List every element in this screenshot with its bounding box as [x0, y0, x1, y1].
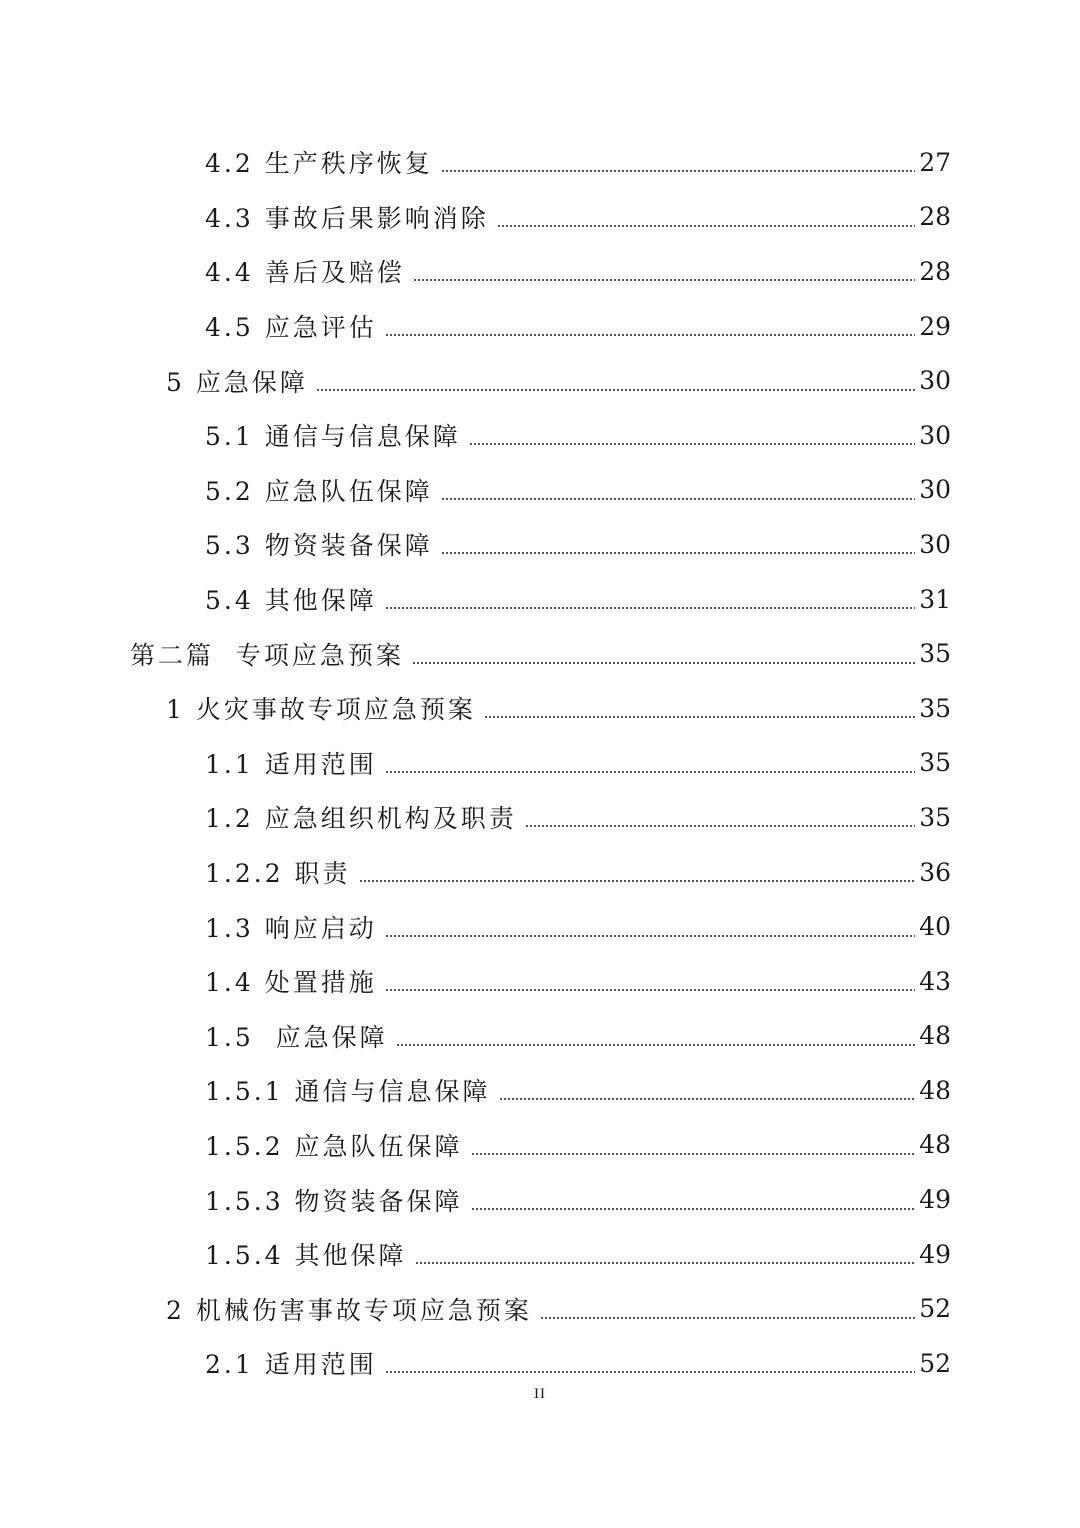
- toc-entry-title: 5.2 应急队伍保障: [205, 476, 433, 506]
- toc-entry-title: 4.5 应急评估: [205, 313, 377, 343]
- toc-dot-leader: [385, 334, 915, 336]
- toc-entry-title: 2.1 适用范围: [205, 1350, 377, 1380]
- toc-entry[interactable]: [0, 572, 1080, 627]
- toc-entry-page: 35: [919, 802, 951, 832]
- toc-entry[interactable]: [0, 899, 1080, 954]
- toc-entry-page: 49: [919, 1239, 951, 1269]
- toc-entry[interactable]: [0, 626, 1080, 681]
- toc-entry[interactable]: [0, 790, 1080, 845]
- toc-entry[interactable]: [0, 1172, 1080, 1227]
- toc-dot-leader: [316, 389, 915, 391]
- toc-entry-page: 28: [919, 256, 951, 286]
- toc-dot-leader: [469, 443, 915, 445]
- toc-entry[interactable]: [0, 1336, 1080, 1391]
- toc-entry-title: 1.4 处置措施: [205, 968, 377, 998]
- toc-dot-leader: [499, 1098, 916, 1100]
- toc-entry-title: 1.5.4 其他保障: [205, 1241, 407, 1271]
- toc-entry-page: 48: [919, 1021, 951, 1051]
- toc-entry-title: 1.5 应急保障: [205, 1022, 388, 1052]
- table-of-contents: [0, 135, 1080, 1391]
- toc-entry[interactable]: [0, 1063, 1080, 1118]
- toc-dot-leader: [412, 662, 915, 664]
- toc-entry[interactable]: [0, 954, 1080, 1009]
- toc-entry-page: 36: [919, 857, 951, 887]
- toc-dot-leader: [471, 1153, 916, 1155]
- toc-entry-title: 1.5.2 应急队伍保障: [205, 1131, 463, 1161]
- toc-dot-leader: [396, 1044, 916, 1046]
- toc-entry[interactable]: [0, 135, 1080, 190]
- toc-entry-page: 35: [919, 639, 951, 669]
- toc-entry-page: 48: [919, 1075, 951, 1105]
- toc-entry[interactable]: [0, 1281, 1080, 1336]
- toc-entry-page: 52: [919, 1294, 951, 1324]
- toc-entry[interactable]: [0, 244, 1080, 299]
- toc-entry[interactable]: [0, 1118, 1080, 1173]
- toc-dot-leader: [385, 607, 915, 609]
- toc-entry-page: 49: [919, 1185, 951, 1215]
- toc-entry-title: 5.4 其他保障: [205, 586, 377, 616]
- toc-entry-page: 29: [919, 311, 951, 341]
- toc-entry-page: 30: [919, 475, 951, 505]
- toc-entry-page: 31: [919, 584, 951, 614]
- toc-entry-title: 4.2 生产秩序恢复: [205, 149, 433, 179]
- toc-entry[interactable]: [0, 353, 1080, 408]
- toc-entry-page: 30: [919, 420, 951, 450]
- toc-entry[interactable]: [0, 408, 1080, 463]
- toc-entry[interactable]: [0, 845, 1080, 900]
- toc-entry-title: 1.5.1 通信与信息保障: [205, 1077, 491, 1107]
- toc-dot-leader: [497, 225, 915, 227]
- toc-entry-title: 5 应急保障: [166, 367, 308, 397]
- toc-entry-title: 1.1 适用范围: [205, 749, 377, 779]
- toc-entry-page: 28: [919, 202, 951, 232]
- toc-entry-title: 1.5.3 物资装备保障: [205, 1186, 463, 1216]
- toc-dot-leader: [471, 1208, 916, 1210]
- toc-entry-title: 4.4 善后及赔偿: [205, 258, 405, 288]
- toc-entry-page: 35: [919, 748, 951, 778]
- toc-dot-leader: [385, 935, 915, 937]
- page-number: II: [534, 1386, 546, 1402]
- toc-dot-leader: [385, 771, 915, 773]
- toc-entry-title: 第二篇 专项应急预案: [130, 640, 404, 670]
- toc-dot-leader: [441, 498, 915, 500]
- toc-entry-page: 30: [919, 366, 951, 396]
- toc-entry[interactable]: [0, 190, 1080, 245]
- toc-entry-title: 1.2 应急组织机构及职责: [205, 804, 517, 834]
- toc-entry-title: 4.3 事故后果影响消除: [205, 203, 489, 233]
- toc-dot-leader: [540, 1317, 915, 1319]
- toc-entry-page: 27: [919, 147, 951, 177]
- toc-dot-leader: [525, 825, 915, 827]
- toc-entry-page: 48: [919, 1130, 951, 1160]
- toc-entry[interactable]: [0, 1227, 1080, 1282]
- toc-entry[interactable]: [0, 736, 1080, 791]
- toc-entry[interactable]: [0, 299, 1080, 354]
- toc-entry[interactable]: [0, 463, 1080, 518]
- toc-dot-leader: [385, 989, 915, 991]
- toc-entry-title: 5.3 物资装备保障: [205, 531, 433, 561]
- toc-entry-title: 1.3 响应启动: [205, 913, 377, 943]
- toc-dot-leader: [413, 279, 915, 281]
- toc-entry[interactable]: [0, 1009, 1080, 1064]
- toc-entry-title: 1 火灾事故专项应急预案: [166, 695, 476, 725]
- toc-entry-page: 40: [919, 912, 951, 942]
- toc-dot-leader: [441, 552, 915, 554]
- toc-dot-leader: [415, 1262, 916, 1264]
- toc-entry-page: 35: [919, 693, 951, 723]
- toc-entry-title: 5.1 通信与信息保障: [205, 422, 461, 452]
- toc-dot-leader: [385, 1371, 915, 1373]
- toc-entry-page: 43: [919, 966, 951, 996]
- toc-entry[interactable]: [0, 681, 1080, 736]
- toc-entry[interactable]: [0, 517, 1080, 572]
- toc-dot-leader: [441, 170, 915, 172]
- toc-dot-leader: [359, 880, 916, 882]
- toc-entry-title: 2 机械伤害事故专项应急预案: [166, 1295, 532, 1325]
- toc-entry-page: 52: [919, 1348, 951, 1378]
- toc-dot-leader: [484, 716, 915, 718]
- toc-entry-page: 30: [919, 529, 951, 559]
- toc-entry-title: 1.2.2 职责: [205, 859, 351, 889]
